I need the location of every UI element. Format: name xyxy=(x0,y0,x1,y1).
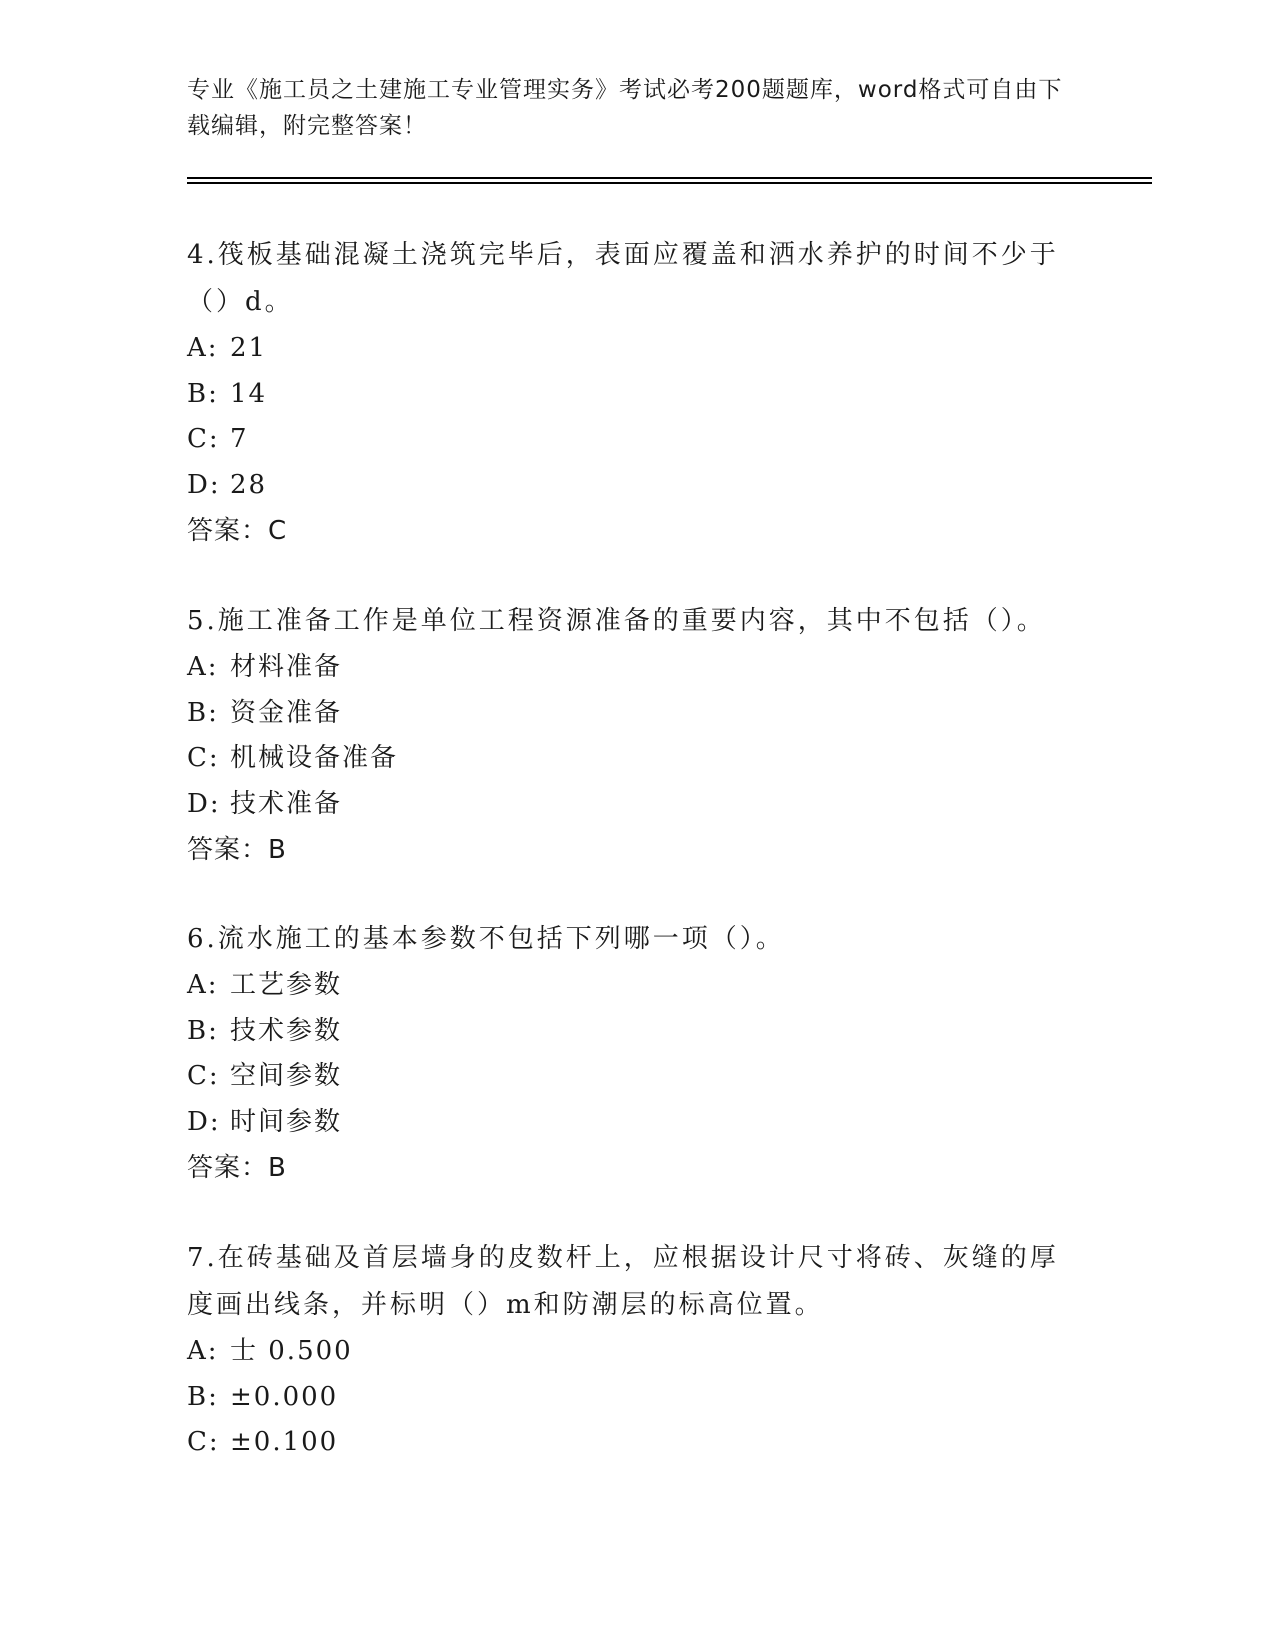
option-letter: C: xyxy=(187,424,220,454)
option-text: 技术准备 xyxy=(230,788,343,819)
option-b xyxy=(187,1009,1067,1055)
option-letter: C: xyxy=(187,1427,220,1457)
option-c xyxy=(187,1054,1067,1100)
question-7 xyxy=(187,1235,1067,1466)
document-header: 专业《施工员之土建施工专业管理实务》考试必考200题题库，word格式可自由下载编辑，附完整答案！ xyxy=(187,77,1063,139)
option-a xyxy=(187,1329,1067,1375)
option-letter: A: xyxy=(187,652,219,682)
option-letter: B: xyxy=(187,1381,219,1412)
option-letter: D: xyxy=(187,469,221,500)
option-d xyxy=(187,463,1067,509)
header-divider-line xyxy=(187,177,1152,179)
option-letter: A: xyxy=(187,1336,219,1366)
option-text: 材料准备 xyxy=(230,652,343,682)
option-text: ±0.000 xyxy=(230,1381,339,1412)
answer-line: 答案：B xyxy=(187,835,287,865)
option-c xyxy=(187,1420,1067,1466)
option-b xyxy=(187,691,1067,737)
option-letter: A: xyxy=(187,333,219,363)
header-divider-line-secondary xyxy=(187,182,1152,184)
option-text: 空间参数 xyxy=(230,1061,343,1091)
option-letter: B: xyxy=(187,697,219,728)
option-text: 28 xyxy=(230,469,268,500)
option-text: 工艺参数 xyxy=(230,970,343,1000)
option-text: 士 0.500 xyxy=(230,1336,353,1366)
option-text: 21 xyxy=(230,333,268,363)
question-6 xyxy=(187,916,1067,1191)
option-text: 14 xyxy=(230,378,268,409)
question-stem: 5.施工准备工作是单位工程资源准备的重要内容，其中不包括（）。 xyxy=(187,606,1046,636)
option-b xyxy=(187,1375,1067,1421)
option-a xyxy=(187,326,1067,372)
question-stem: 4.筏板基础混凝土浇筑完毕后，表面应覆盖和洒水养护的时间不少于（）d。 xyxy=(187,240,1059,317)
option-a xyxy=(187,963,1067,1009)
option-text: 机械设备准备 xyxy=(230,743,399,773)
option-text: 技术参数 xyxy=(230,1015,343,1046)
option-letter: A: xyxy=(187,970,219,1000)
option-text: 7 xyxy=(230,424,249,454)
option-letter: C: xyxy=(187,1061,220,1091)
option-letter: B: xyxy=(187,378,219,409)
answer-line: 答案：C xyxy=(187,516,288,546)
option-d xyxy=(187,1100,1067,1146)
option-text: 资金准备 xyxy=(230,697,343,728)
option-b xyxy=(187,372,1067,418)
question-stem: 7.在砖基础及首层墙身的皮数杆上，应根据设计尺寸将砖、灰缝的厚度画出线条，并标明（）m和防潮层的标高位置。 xyxy=(187,1243,1059,1320)
option-d xyxy=(187,782,1067,828)
option-c xyxy=(187,736,1067,782)
option-text: ±0.100 xyxy=(230,1427,339,1457)
question-5 xyxy=(187,598,1067,873)
option-letter: C: xyxy=(187,743,220,773)
option-letter: D: xyxy=(187,1106,221,1137)
option-letter: D: xyxy=(187,788,221,819)
question-4 xyxy=(187,232,1067,554)
answer-line: 答案：B xyxy=(187,1153,287,1183)
question-stem: 6.流水施工的基本参数不包括下列哪一项（）。 xyxy=(187,924,785,954)
option-letter: B: xyxy=(187,1015,219,1046)
option-a xyxy=(187,645,1067,691)
option-c xyxy=(187,417,1067,463)
option-text: 时间参数 xyxy=(230,1106,343,1137)
